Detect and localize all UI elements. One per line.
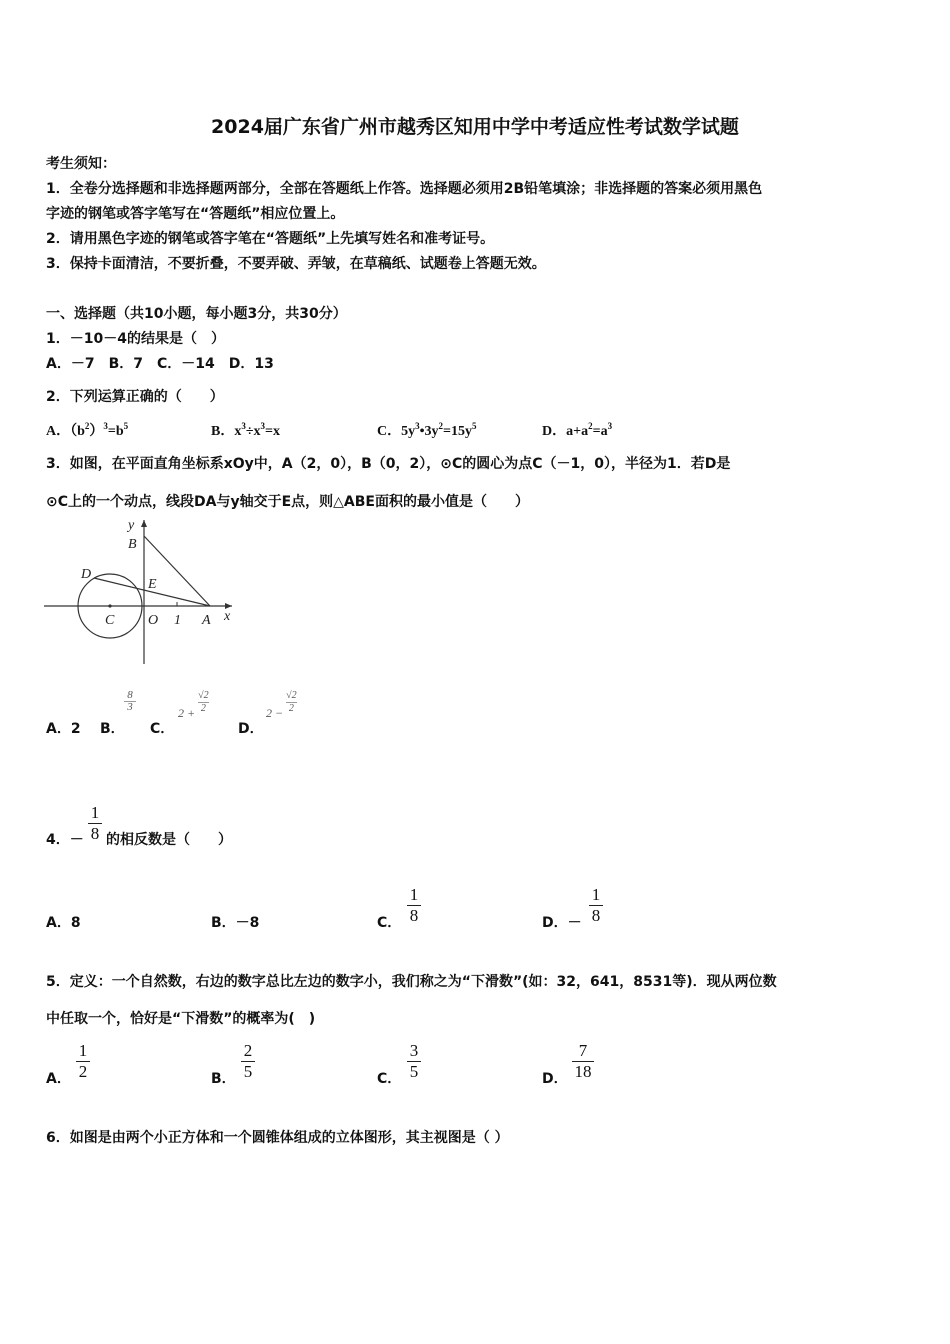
label-e: E xyxy=(148,577,157,592)
q5-line-2: 中任取一个，恰好是“下滑数”的概率为( ) xyxy=(46,1011,316,1027)
q5-option-b-fraction: 2 5 xyxy=(241,1042,255,1081)
q4-option-c-fraction: 1 8 xyxy=(407,886,421,925)
label-o: O xyxy=(148,613,159,628)
segment-ab xyxy=(144,536,210,606)
center-c-point xyxy=(108,604,111,607)
q3-option-d-expression: 2 − $\frac{√2}{2}$ xyxy=(266,690,297,720)
q5-option-b: B． xyxy=(211,1071,236,1087)
q4-option-a: A．8 xyxy=(46,915,81,931)
notice-heading: 考生须知： xyxy=(46,156,116,172)
q2-option-a: A．$(b^2)^3=b^5$ xyxy=(46,421,129,439)
q5-option-a: A． xyxy=(46,1071,71,1087)
section-heading: 一、选择题（共10小题，每小题3分，共30分） xyxy=(46,306,347,322)
page-title: 2024届广东省广州市越秀区知用中学中考适应性考试数学试题 xyxy=(211,116,739,138)
q3-option-b: B． xyxy=(100,721,125,737)
q5-option-c: C． xyxy=(377,1071,402,1087)
notice-item-2: 2．请用黑色字迹的钢笔或答字笔在“答题纸”上先填写姓名和准考证号。 xyxy=(46,231,495,247)
notice-item-3: 3．保持卡面清洁，不要折叠，不要弄破、弄皱，在草稿纸、试题卷上答题无效。 xyxy=(46,256,546,272)
label-a: A xyxy=(202,613,211,628)
q2-option-b: B．$x^3\div x^3=x$ xyxy=(211,421,281,439)
label-c: C xyxy=(105,613,115,628)
q3-option-d: D． xyxy=(238,721,264,737)
y-axis-arrow xyxy=(141,520,147,527)
q5-option-c-fraction: 3 5 xyxy=(407,1042,421,1081)
q4-option-b: B．－8 xyxy=(211,915,260,931)
q3-option-c-expression: 2 + $\frac{√2}{2}$ xyxy=(178,690,209,720)
q4-suffix: 的相反数是（ ） xyxy=(106,832,232,848)
q4-prefix: 4．－ xyxy=(46,832,84,848)
q3-option-b-fraction: 8 3 xyxy=(124,690,136,713)
q5-option-d-fraction: 7 18 xyxy=(572,1042,594,1081)
q4-option-d-fraction: 1 8 xyxy=(589,886,603,925)
q2-option-d: D．$a+a^2=a^3$ xyxy=(542,421,613,439)
label-b: B xyxy=(128,537,137,552)
q5-option-d: D． xyxy=(542,1071,568,1087)
q6-stem: 6．如图是由两个小正方体和一个圆锥体组成的立体图形，其主视图是（ ） xyxy=(46,1130,509,1146)
q3-option-c: C． xyxy=(150,721,175,737)
q1-options: A．－7 B．7 C．－14 D．13 xyxy=(46,356,274,372)
q5-option-a-fraction: 1 2 xyxy=(76,1042,90,1081)
q3-line-2: ⊙C上的一个动点，线段DA与y轴交于E点，则△ABE面积的最小值是（ ） xyxy=(46,494,529,510)
q3-line-1: 3．如图，在平面直角坐标系xOy中，A（2，0），B（0，2），⊙C的圆心为点C（－1，0），半径为1．若D是 xyxy=(46,456,731,472)
label-d: D xyxy=(81,567,92,582)
q4-option-d: D．－ xyxy=(542,915,582,931)
q1-stem: 1．－10－4的结果是（ ） xyxy=(46,331,225,347)
notice-item-1b: 字迹的钢笔或答字笔写在“答题纸”相应位置上。 xyxy=(46,206,345,222)
q4-option-c: C． xyxy=(377,915,402,931)
q4-fraction: 1 8 xyxy=(88,804,102,843)
q3-option-a: A．2 xyxy=(46,721,81,737)
label-x: x xyxy=(224,609,231,624)
q3-coordinate-figure xyxy=(44,516,236,668)
label-y: y xyxy=(128,518,135,533)
q2-stem: 2．下列运算正确的（ ） xyxy=(46,389,224,405)
q2-option-c: C．$5y^3•3y^2=15y^5$ xyxy=(377,421,477,439)
q5-line-1: 5．定义：一个自然数，右边的数字总比左边的数字小，我们称之为“下滑数”(如：32，641，8531等)．现从两位数 xyxy=(46,974,777,990)
label-one: 1 xyxy=(174,613,181,628)
notice-item-1a: 1．全卷分选择题和非选择题两部分，全部在答题纸上作答。选择题必须用2B铅笔填涂；非选择题的答案必须用黑色 xyxy=(46,181,763,197)
